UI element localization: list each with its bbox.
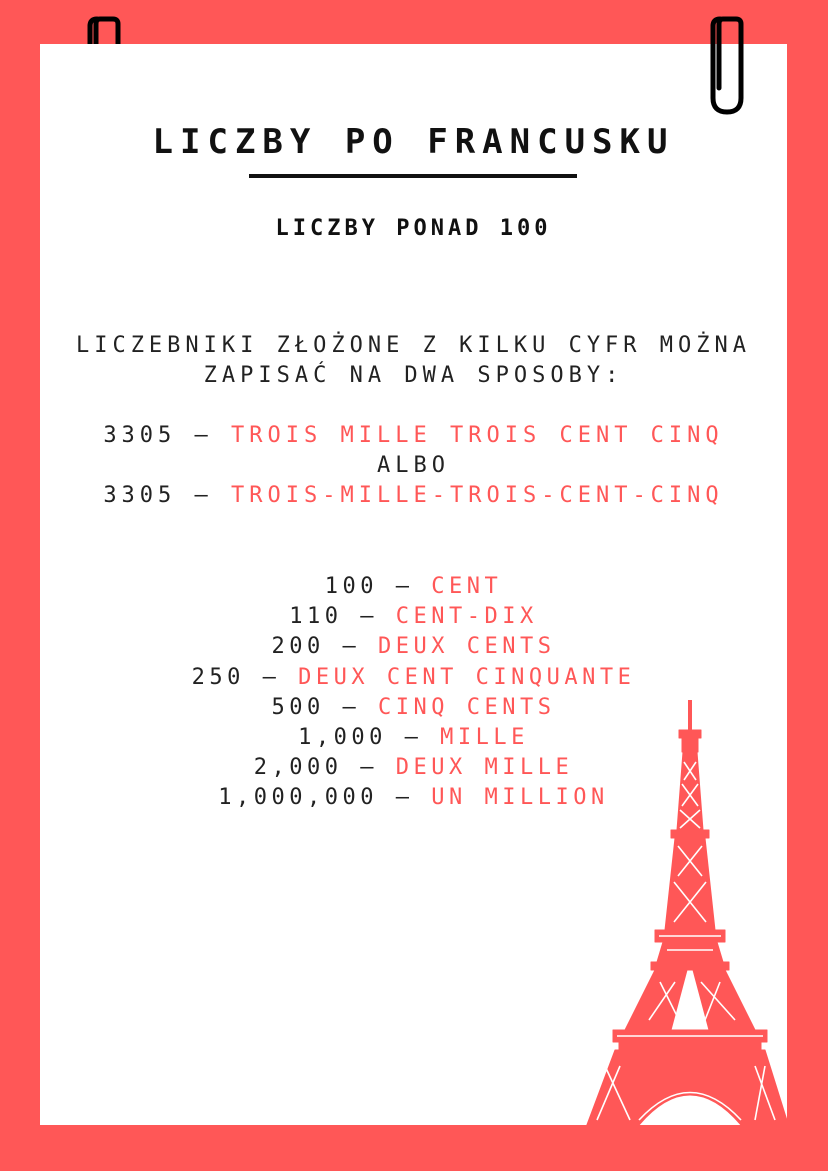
example-block [40, 421, 787, 511]
number-value: 200 [271, 634, 325, 660]
number-row [40, 572, 787, 602]
number-row [40, 632, 787, 662]
number-separator: – [342, 755, 396, 781]
intro-line: ZAPISAĆ NA DWA SPOSOBY: [203, 363, 624, 388]
number-word: DEUX MILLE [395, 755, 574, 781]
example-connector: ALBO [377, 453, 450, 478]
example-row [40, 481, 787, 511]
number-word: CINQ CENTS [378, 694, 556, 720]
number-separator: – [386, 725, 441, 751]
example-number: 3305 [103, 423, 177, 448]
example-separator: – [176, 483, 232, 508]
number-value: 250 [191, 664, 245, 690]
number-separator: – [244, 664, 299, 690]
number-word: UN MILLION [431, 785, 609, 811]
example-separator: – [176, 423, 232, 448]
page-subtitle: LICZBY PONAD 100 [275, 216, 552, 241]
example-word: TROIS MILLE TROIS CENT CINQ [231, 423, 724, 448]
number-row [40, 663, 787, 693]
eiffel-tower-illustration [575, 700, 787, 1125]
number-separator: – [342, 604, 396, 630]
intro-text [40, 331, 787, 391]
number-value: 110 [289, 604, 343, 630]
example-number: 3305 [103, 483, 177, 508]
number-value: 100 [324, 574, 378, 599]
number-row [40, 602, 787, 632]
paperclip-icon [703, 16, 753, 116]
page-title: LICZBY PO FRANCUSKU [152, 122, 675, 162]
number-word: DEUX CENTS [378, 634, 556, 660]
example-word: TROIS-MILLE-TROIS-CENT-CINQ [231, 483, 724, 508]
number-separator: – [378, 785, 432, 811]
number-value: 1,000,000 [218, 785, 378, 811]
number-value: 2,000 [253, 755, 343, 781]
example-row [40, 421, 787, 451]
number-separator: – [324, 634, 379, 660]
number-value: 1,000 [298, 725, 387, 751]
worksheet-page [40, 44, 787, 1125]
number-word: CENT [431, 574, 503, 599]
number-separator: – [324, 694, 379, 720]
intro-line: LICZEBNIKI ZŁOŻONE Z KILKU CYFR MOŻNA [75, 333, 752, 358]
number-word: CENT-DIX [395, 604, 538, 630]
number-value: 500 [271, 694, 325, 720]
number-separator: – [378, 574, 432, 599]
number-word: DEUX CENT CINQUANTE [298, 664, 636, 690]
title-underline [249, 174, 577, 178]
number-word: MILLE [440, 725, 529, 751]
